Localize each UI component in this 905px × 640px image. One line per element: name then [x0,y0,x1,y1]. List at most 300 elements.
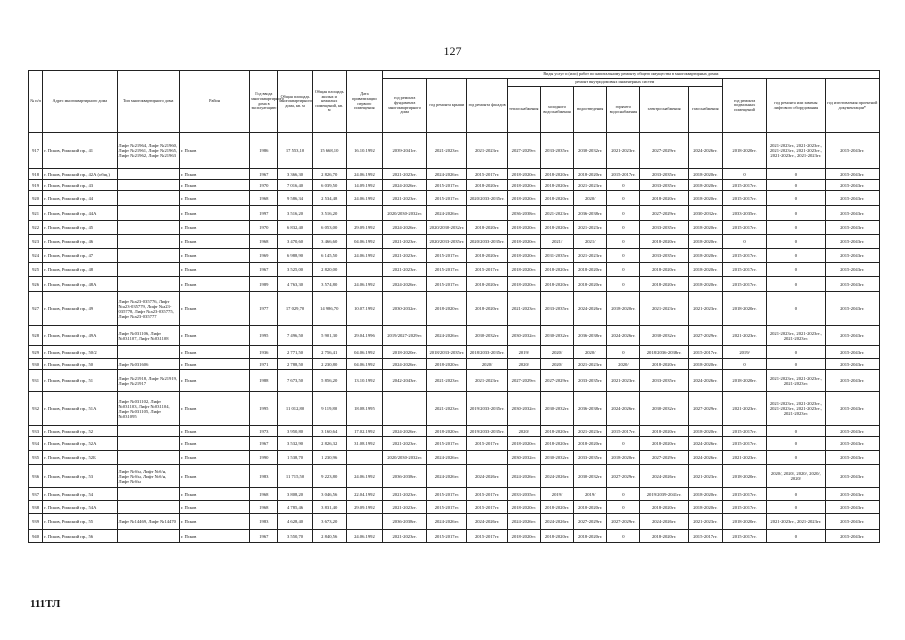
table-cell: 7 673,50 [278,370,312,392]
table-cell: 2020/ [607,359,640,370]
table-cell: 2024-2026гг. [383,426,427,437]
table-cell: 2015-2017гг. [427,501,467,514]
table-row [29,437,880,451]
table-cell: 0 [767,437,825,451]
table-cell: 2024-2026гг. [607,392,640,426]
table-cell: 2024-2026гг. [467,514,507,530]
table-cell: 2019/2039-2041гг. [640,488,688,501]
table-cell: 2036-2038гг. [383,514,427,530]
table-cell: г. Псков, Рижский пр., 56 [43,530,117,543]
table-cell: 2027-2029гг. [688,326,722,346]
table-row [29,206,880,221]
table-cell: 0 [607,530,640,543]
table-cell: г. Псков, Рижский пр., 53 [43,465,117,488]
table-cell: 2021-2023гг. [688,465,722,488]
table-cell: 2018-2020гг. [688,263,722,277]
table-cell: 2018-2020гг. [540,437,573,451]
table-cell: 931 [29,370,43,392]
table-cell: 2015-2017гг. [722,530,766,543]
table-cell: 2024-2026гг. [383,221,427,235]
table-cell: 2015-2043гг. [825,514,879,530]
table-cell: 18.08.1995 [346,392,382,426]
table-cell: г. Псков [179,370,249,392]
table-cell: 2018-2020гг. [507,169,540,180]
table-cell: 2030-2032гг. [640,392,688,426]
table-cell: 2015-2043гг. [825,392,879,426]
table-cell: 933 [29,426,43,437]
table-cell: 17 029,70 [278,292,312,326]
table-cell [467,206,507,221]
table-cell: 925 [29,263,43,277]
table-cell: г. Псков [179,235,249,249]
table-cell: 2015-2043гг. [825,501,879,514]
table-row [29,359,880,370]
table-cell: 2020/ [540,359,573,370]
table-cell: 2018-2020гг. [427,359,467,370]
table-cell: 2 820,00 [312,263,346,277]
table-cell [117,346,179,359]
table-cell: 2015-2043гг. [825,249,879,263]
table-cell: 2 771,50 [278,346,312,359]
table-cell: 5 856,20 [312,370,346,392]
table-cell: г. Псков, Рижский пр., 52 [43,426,117,437]
table-cell: 928 [29,326,43,346]
table-cell: 0 [767,488,825,501]
table-cell: г. Псков, Рижский пр., 46 [43,235,117,249]
table-cell: 2015-2017гг. [722,191,766,206]
table-cell: 924 [29,249,43,263]
table-cell: 2018-2020гг. [607,292,640,326]
table-cell: 2015-2017гг. [722,277,766,292]
table-cell: г. Псков [179,346,249,359]
table-cell: 929 [29,346,43,359]
table-cell: 2033-2035гг. [574,370,607,392]
table-cell: 2027-2029гг. [574,514,607,530]
table-cell: 2018-2020гг. [574,530,607,543]
table-cell: г. Псков [179,221,249,235]
table-cell: 2018-2020гг. [574,169,607,180]
table-cell: г. Псков [179,426,249,437]
table-cell: 2018-2020гг. [540,169,573,180]
table-cell: 2021-2023гг. [688,292,722,326]
table-cell: 2015-2043гг. [825,277,879,292]
table-cell: 2027-2029гг. [640,133,688,169]
table-cell: 2030-2032гг. [640,326,688,346]
table-cell: 2018-2020гг. [640,191,688,206]
table-cell: 2033-2035гг. [640,249,688,263]
col-header: теплоснабжения [507,87,540,133]
table-cell: 2015-2043гг. [825,465,879,488]
table-cell: 2018-2020гг. [574,437,607,451]
table-cell: 2030-2032гг. [507,451,540,465]
table-cell: 11 715,50 [278,465,312,488]
table-cell: 24.06.1992 [346,465,382,488]
table-cell: 2030-2032гг. [507,326,540,346]
table-cell: 0 [607,437,640,451]
table-cell: 920 [29,191,43,206]
table-cell: 2024-2026гг. [427,514,467,530]
table-cell: 934 [29,437,43,451]
table-cell: 6 145,50 [312,249,346,263]
table-cell: 2024-2026гг. [427,326,467,346]
table-cell: 2042-2043гг. [383,370,427,392]
table-cell: 2018-2020гг. [383,346,427,359]
table-cell: г. Псков, Рижский пр., 48 [43,263,117,277]
table-cell: 1977 [250,292,278,326]
table-cell: 1995 [250,326,278,346]
table-cell: 2030-2032гг. [574,133,607,169]
table-cell [346,263,382,277]
table-cell: 0 [607,221,640,235]
table-cell: 04.06.1992 [346,235,382,249]
table-cell: г. Псков [179,451,249,465]
table-cell [117,501,179,514]
table-cell: 2030-2032гг. [540,451,573,465]
table-cell: 2020/, 2020/, 2020/, 2020/, 2020/ [767,465,825,488]
table-cell: 2033-2035гг. [507,488,540,501]
col-header: горячего водоснабжения [607,87,640,133]
table-cell [117,235,179,249]
table-cell [117,169,179,180]
table-cell: г. Псков, Рижский пр., 43 [43,180,117,191]
table-cell: 2018-2020гг. [540,501,573,514]
table-cell: 0 [607,488,640,501]
table-cell: г. Псков, Рижский пр., 47 [43,249,117,263]
table-cell: Лифт №031102, Лифт №031103, Лифт №031104, Лифт №031105, Лифт №031095 [117,392,179,426]
table-cell: 2033-2035гг. [540,292,573,326]
table-cell: 2033-2035гг. [540,133,573,169]
table-cell: 2021-2023гг. [427,133,467,169]
table-cell: 2031-2035гг. [540,249,573,263]
table-cell: 0 [767,191,825,206]
table-cell: г. Псков, Рижский пр., 51А [43,392,117,426]
table-cell: 2030-2032гг. [540,392,573,426]
table-cell: 2015-2043гг. [825,370,879,392]
table-cell: 0 [767,277,825,292]
table-cell: 2015-2017гг. [467,437,507,451]
table-cell: 1970 [250,180,278,191]
table-cell: 3 516,20 [278,206,312,221]
table-cell: 2021-2023гг. [383,249,427,263]
table-cell: 2018-2020гг. [722,292,766,326]
table-cell: 0 [767,263,825,277]
table-cell: 0 [607,277,640,292]
col-header: Общая площадь многоквартирного дома, кв. м [278,71,312,133]
table-cell: 2015-2017гг. [467,169,507,180]
table-cell: 1970 [250,221,278,235]
table-cell: 2015-2017гг. [427,249,467,263]
table-cell: 7 496,50 [278,326,312,346]
table-cell: г. Псков [179,530,249,543]
table-cell: 0 [607,263,640,277]
table-cell: 2024-2026гг. [640,514,688,530]
table-cell: 3 950,80 [278,426,312,437]
table-cell: 2018-2020гг. [574,263,607,277]
table-row [29,514,880,530]
table-cell [117,437,179,451]
table-cell: 04.06.1992 [346,346,382,359]
table-cell: г. Псков, Рижский пр., 49 [43,292,117,326]
table-cell: 3 525,00 [278,263,312,277]
table-cell: 2018-2020гг. [540,221,573,235]
table-cell: 2021-2023гг. [640,292,688,326]
table-cell: 16.10.1992 [346,133,382,169]
table-cell: г. Псков, Рижский пр., 41 [43,133,117,169]
table-cell: 2024-2026гг. [467,465,507,488]
table-cell: 9 586,34 [278,191,312,206]
table-cell: 2024-2026гг. [427,451,467,465]
capital-repair-table [28,70,880,543]
table-cell: 2015-2017гг. [467,263,507,277]
table-row [29,263,880,277]
table-cell: 932 [29,392,43,426]
table-cell: 1988 [250,370,278,392]
table-cell: 24.06.1992 [346,277,382,292]
table-cell: 24.06.1992 [346,530,382,543]
table-cell: 2027-2029гг. [607,465,640,488]
table-cell: 2019/ [540,488,573,501]
table-cell: 2018-2020гг. [467,180,507,191]
table-cell: 2018-2020гг. [688,488,722,501]
table-cell: 2030-2032гг. [507,392,540,426]
table-cell: 2015-2043гг. [825,426,879,437]
table-cell: г. Псков, Рижский пр., 52Б [43,451,117,465]
table-cell: 2033-2035гг. [640,180,688,191]
table-cell: 2027-2029гг. [640,451,688,465]
table-cell: г. Псков, Рижский пр., 54А [43,501,117,514]
table-cell: 2018-2020гг. [507,191,540,206]
table-cell: 29.04.1996 [346,326,382,346]
table-cell: 2015-2017гг. [722,488,766,501]
col-header: газоснабжения [688,87,722,133]
table-cell: 2015-2043гг. [825,437,879,451]
table-cell: 2 826,32 [312,437,346,451]
table-cell: 2018-2020гг. [640,501,688,514]
table-cell: 3 831,40 [312,501,346,514]
col-header: год ремонта фасадов [467,79,507,133]
table-cell: 935 [29,451,43,465]
table-cell: 2 230,80 [312,359,346,370]
table-cell: 2021-2023гг. [574,426,607,437]
table-cell: 2021/ [540,235,573,249]
table-cell: 0 [767,359,825,370]
table-cell: г. Псков [179,465,249,488]
table-cell: 2018-2020гг. [507,221,540,235]
table-cell: 2015-2017гг. [722,249,766,263]
table-cell: 2015-2043гг. [825,263,879,277]
page-number: 127 [443,44,462,58]
table-cell [117,221,179,235]
table-cell: 2027-2029гг. [507,370,540,392]
table-cell: 1967 [250,169,278,180]
table-cell: 2018-2020гг. [607,451,640,465]
table-cell: 2015-2017гг. [722,426,766,437]
table-cell: 2015-2043гг. [825,488,879,501]
table-cell [346,514,382,530]
table-cell: 13.10.1992 [346,370,382,392]
table-cell: 2018-2020гг. [540,263,573,277]
table-cell: 2018-2020гг. [640,426,688,437]
table-cell: 2018-2020гг. [507,530,540,543]
table-cell: Лифт №031606 [117,359,179,370]
table-cell: 2015-2017гг. [427,437,467,451]
table-cell: 3 574,80 [312,277,346,292]
table-cell: 31.08.1992 [346,437,382,451]
table-cell: 2015-2017гг. [722,263,766,277]
table-cell: 1968 [250,488,278,501]
col-header: Тип многоквартирного дома [117,71,179,133]
table-cell: 2024-2026гг. [507,465,540,488]
table-cell: г. Псков, Рижский пр., 54 [43,488,117,501]
table-cell: г. Псков [179,501,249,514]
table-cell: 2019/ [507,346,540,359]
table-cell: 3 470,60 [278,235,312,249]
table-cell: 2019/ [574,488,607,501]
table-cell: 2018-2020гг. [467,292,507,326]
table-cell: 0 [607,346,640,359]
table-cell: 2015-2017гг. [427,191,467,206]
table-cell: 2033-2035гг. [640,221,688,235]
table-cell: 04.06.1992 [346,359,382,370]
table-row [29,326,880,346]
table-cell: Лифт №а23-035776, Лифт №а23-035779, Лифт №а23-035778, Лифт №а23-035775, Лифт №а23-035777 [117,292,179,326]
table-cell: 11 012,80 [278,392,312,426]
table-cell: 2018-2020гг. [688,501,722,514]
table-cell: г. Псков [179,206,249,221]
table-cell: 2020/ [574,346,607,359]
table-cell [346,451,382,465]
table-cell: 2020/ [507,426,540,437]
table-cell: 936 [29,465,43,488]
table-cell: 1968 [250,191,278,206]
table-row [29,235,880,249]
table-cell: 2021-2023гг., 2021-2023гг., 2021-2023гг. [767,326,825,346]
table-cell: 919 [29,180,43,191]
table-cell: 2033-2035гг. [722,206,766,221]
table-row [29,426,880,437]
table-cell: 0 [607,235,640,249]
table-cell: 24.06.1992 [346,249,382,263]
table-cell: г. Псков [179,437,249,451]
table-cell: 940 [29,530,43,543]
table-cell: 2018-2020гг. [507,277,540,292]
table-cell: 923 [29,235,43,249]
table-cell: 4 628,40 [278,514,312,530]
table-cell: 2018-2020гг. [540,277,573,292]
table-cell: 2018-2020гг. [467,249,507,263]
table-cell [117,426,179,437]
table-cell: 2024-2026гг. [540,514,573,530]
table-cell: 2036-2038гг. [574,326,607,346]
table-cell: 2015-2017гг. [722,437,766,451]
table-cell: 2015-2043гг. [825,359,879,370]
table-cell: 0 [607,180,640,191]
table-cell: 2021-2023гг. [467,370,507,392]
table-cell: 922 [29,221,43,235]
table-cell: 2015-2017гг. [467,530,507,543]
table-cell: 2015-2017гг. [467,488,507,501]
table-cell: 22.04.1992 [346,488,382,501]
table-cell: 2024-2026гг. [688,451,722,465]
col-header: год ремонта фундамента многоквартирного дома [383,79,427,133]
table-cell: 2020/2030-2032гг. [383,451,427,465]
table-cell: 2020/ [540,346,573,359]
table-cell: 1967 [250,437,278,451]
table-cell: 1986 [250,133,278,169]
table-cell: 2018-2020гг. [574,277,607,292]
table-cell: 2036-2038гг. [574,206,607,221]
table-cell: 2033-2035гг. [640,169,688,180]
table-cell: 2018-2020гг. [688,249,722,263]
table-cell: 2024-2026гг. [640,465,688,488]
table-cell: 3 366,30 [278,169,312,180]
table-cell: 2018-2020гг. [540,530,573,543]
table-cell: 2018-2020гг. [467,277,507,292]
table-cell: 2019/2027-2029гг. [383,326,427,346]
table-row [29,392,880,426]
table-cell: 14.09.1992 [346,180,382,191]
table-cell: 0 [767,221,825,235]
table-cell: 2 826,70 [312,169,346,180]
col-header: Адрес многоквартирного дома [43,71,117,133]
table-cell: 2021/ [574,235,607,249]
table-row [29,346,880,359]
table-cell: 2021-2023гг. [722,326,766,346]
table-cell: 2039-2041гг. [383,133,427,169]
table-cell: 1983 [250,465,278,488]
table-cell: 2018-2020гг. [688,235,722,249]
table-cell: 2021-2023гг. [383,191,427,206]
table-cell: 2015-2043гг. [825,346,879,359]
table-cell: 2019/ [722,346,766,359]
table-cell [117,191,179,206]
col-header: Год ввода многоквартирного дома в эксплуатацию [250,71,278,133]
table-cell: г. Псков [179,326,249,346]
table-cell: 3 160,64 [312,426,346,437]
table-cell: 2015-2017гг. [722,221,766,235]
table-cell: 2024-2026гг. [507,514,540,530]
table-cell: 2018/2033-2035гг. [467,346,507,359]
table-cell: 2033-2035гг. [574,451,607,465]
table-cell: 2018-2020гг. [540,191,573,206]
table-cell: Лифт №031106, Лифт №031107, Лифт №031108 [117,326,179,346]
table-cell: 2021-2023гг. [574,359,607,370]
table-cell: 17.02.1992 [346,426,382,437]
table-cell: 2 534,48 [312,191,346,206]
col-header: год ремонта или замены лифтового оборудования [767,79,825,133]
table-cell: 2018-2020гг. [688,359,722,370]
table-cell: 2021-2023гг. [574,249,607,263]
table-cell: 0 [767,346,825,359]
table-cell: 0 [607,501,640,514]
table-cell: 2 840,56 [312,530,346,543]
table-cell: 2018/2033-2035гг. [427,346,467,359]
table-cell: 2021-2023гг. [427,392,467,426]
table-cell: 2015-2043гг. [825,530,879,543]
table-cell: 2018-2020гг. [507,235,540,249]
col-header: водоотведения [574,87,607,133]
table-cell: 2021-2023гг., 2021-2023гг., 2021-2023гг., 2021-2023гг., 2021-2023гг., 2021-2023гг. [767,133,825,169]
table-row [29,370,880,392]
col-header: Дата приватизации первого помещения [346,71,382,133]
table-cell: 1 230,96 [312,451,346,465]
table-cell: г. Псков [179,180,249,191]
table-cell: 2018-2020гг. [688,191,722,206]
table-cell: 2021-2023гг. [574,180,607,191]
table-cell [117,530,179,543]
table-cell: 2015-2043гг. [825,180,879,191]
table-cell: г. Псков, Рижский пр., 50/2 [43,346,117,359]
